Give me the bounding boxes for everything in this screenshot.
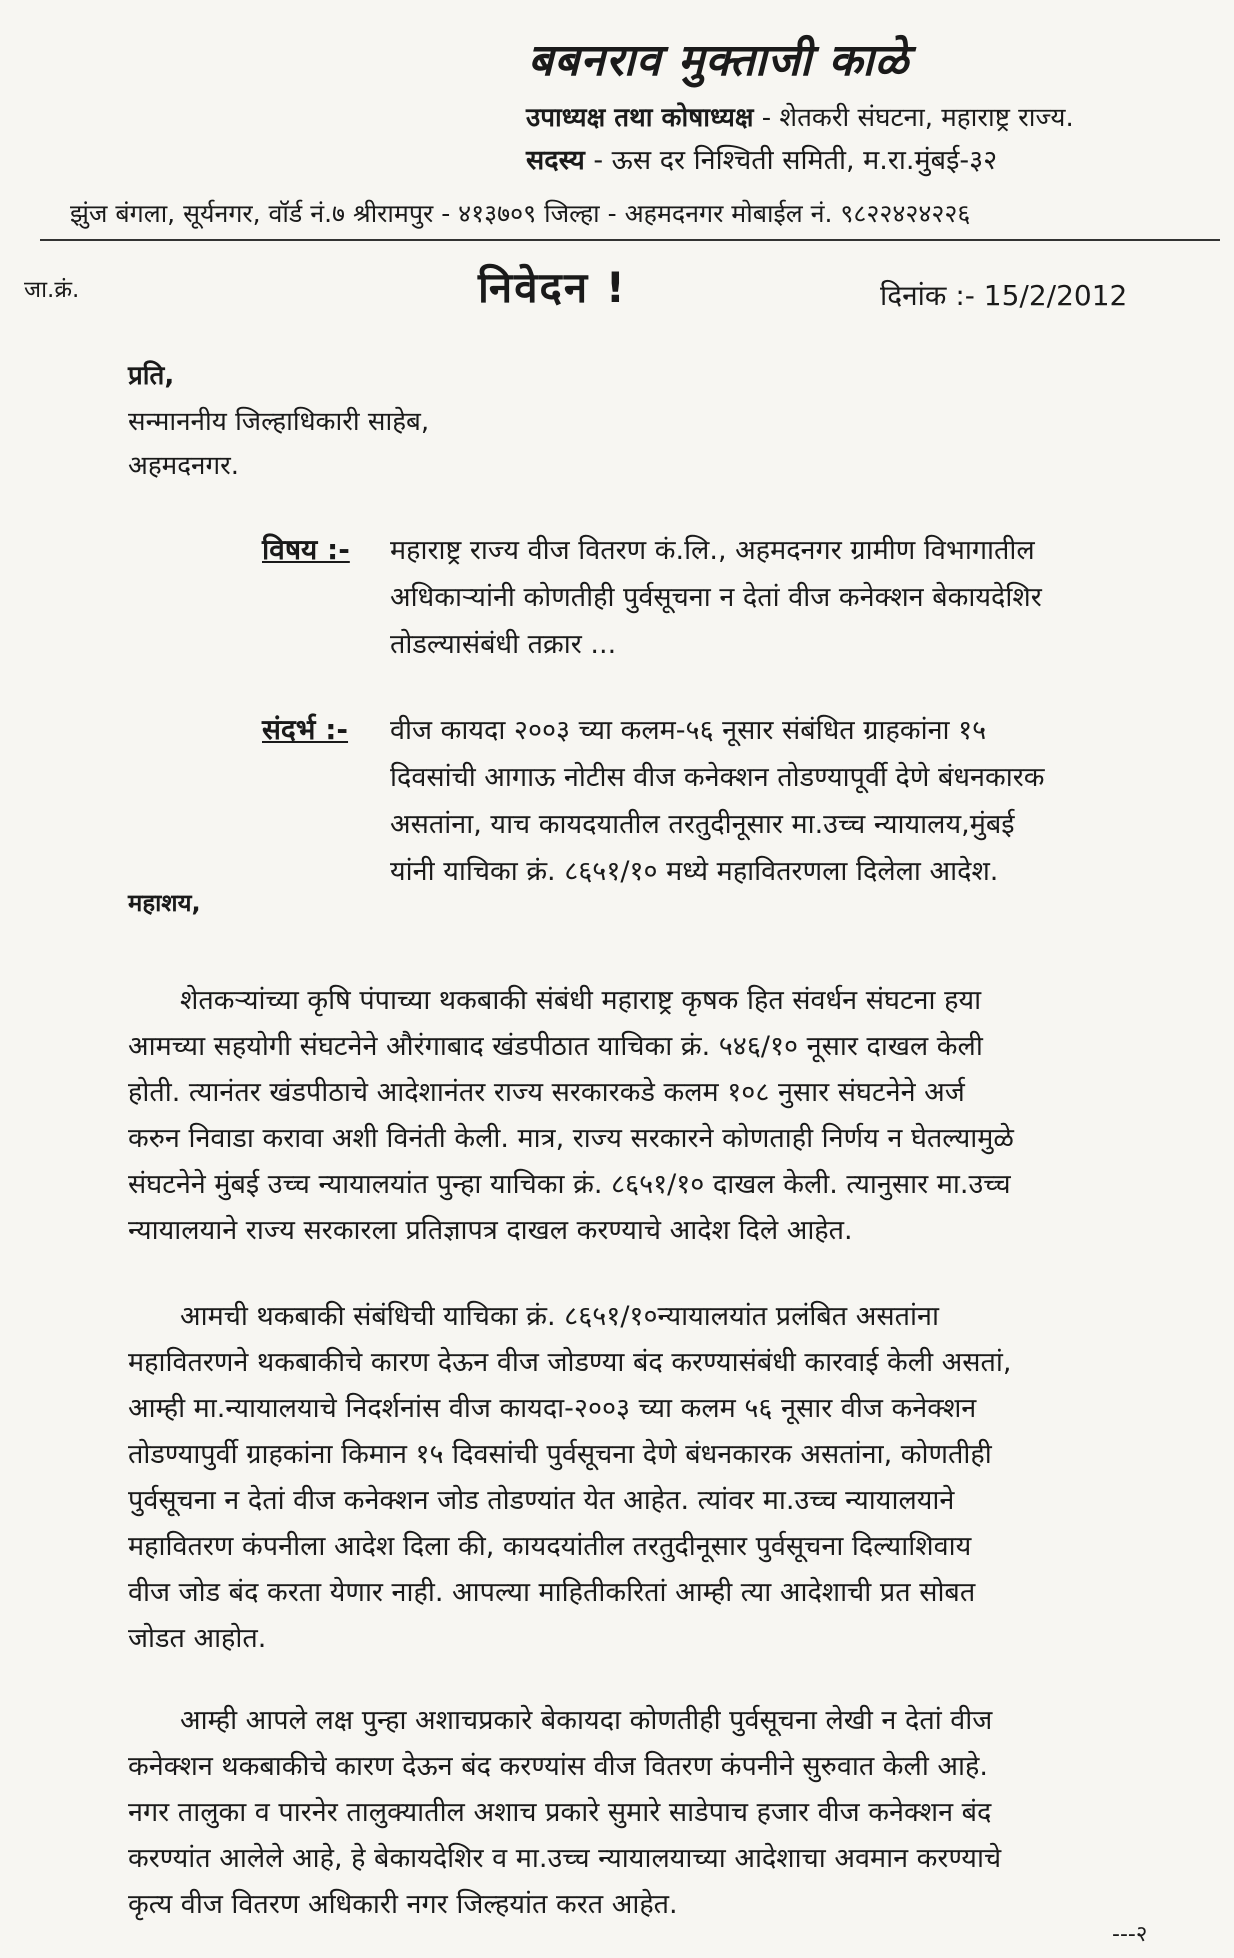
paragraph-line: करुन निवाडा करावा अशी विनंती केली. मात्र, राज्य सरकारने कोणताही निर्णय न घेतल्यामुळे bbox=[128, 1123, 1014, 1154]
paragraph-line: शेतकऱ्यांच्या कृषि पंपाच्या थकबाकी संबंधी महाराष्ट्र कृषक हित संवर्धन संघटना हया bbox=[180, 985, 982, 1016]
subject-line: तोडल्यासंबंधी तक्रार ... bbox=[390, 629, 617, 660]
sender-membership bbox=[526, 140, 997, 177]
subject-line: महाराष्ट्र राज्य वीज वितरण कं.लि., अहमदनगर ग्रामीण विभागातील bbox=[390, 535, 1035, 566]
salutation: महाशय, bbox=[128, 889, 201, 917]
paragraph-line: कनेक्शन थकबाकीचे कारण देऊन बंद करण्यांस वीज वितरण कंपनीने सुरुवात केली आहे. bbox=[128, 1751, 988, 1782]
recipient-prefix: प्रति, bbox=[128, 361, 175, 391]
paragraph-line: आम्ही मा.न्यायालयाचे निदर्शनांस वीज कायदा-२००३ च्या कलम ५६ नूसार वीज कनेक्शन bbox=[128, 1393, 977, 1424]
reference-number: जा.क्रं. bbox=[24, 277, 80, 303]
sender-designation bbox=[526, 98, 1074, 134]
reference-line: असतांना, याच कायदयातील तरतुदीनूसार मा.उच्च न्यायालय,मुंबई bbox=[390, 809, 1015, 840]
member-label: सदस्य bbox=[526, 145, 585, 176]
page-continuation-marker: ---२ bbox=[1112, 1922, 1148, 1947]
paragraph-line: महावितरण कंपनीला आदेश दिला की, कायदयांतील तरतुदीनूसार पुर्वसूचना दिल्याशिवाय bbox=[128, 1531, 972, 1562]
paragraph-line: जोडत आहोत. bbox=[128, 1623, 267, 1654]
paragraph-line: महावितरणने थकबाकीचे कारण देऊन वीज जोडण्या बंद करण्यासंबंधी कारवाई केली असतां, bbox=[128, 1347, 1012, 1378]
reference-line: यांनी याचिका क्रं. ८६५१/१० मध्ये महावितरणला दिलेला आदेश. bbox=[390, 856, 999, 887]
paragraph-line: आमच्या सहयोगी संघटनेने औरंगाबाद खंडपीठात याचिका क्रं. ५४६/१० नूसार दाखल केली bbox=[128, 1031, 983, 1062]
recipient-city: अहमदनगर. bbox=[128, 451, 239, 481]
recipient-title: सन्माननीय जिल्हाधिकारी साहेब, bbox=[128, 407, 430, 437]
letter-heading: निवेदन ! bbox=[478, 263, 627, 312]
paragraph-line: न्यायालयाने राज्य सरकारला प्रतिज्ञापत्र दाखल करण्याचे आदेश दिले आहेत. bbox=[128, 1215, 853, 1246]
reference-line: दिवसांची आगाऊ नोटीस वीज कनेक्शन तोडण्यापूर्वी देणे बंधनकारक bbox=[390, 762, 1045, 793]
letterhead-divider bbox=[40, 239, 1220, 241]
designation-text: - शेतकरी संघटना, महाराष्ट्र राज्य. bbox=[753, 103, 1074, 133]
sender-name: बबनराव मुक्ताजी काळे bbox=[528, 35, 910, 86]
paragraph-line: संघटनेने मुंबई उच्च न्यायालयांत पुन्हा याचिका क्रं. ८६५१/१० दाखल केली. त्यानुसार मा.उच्च bbox=[128, 1169, 1011, 1200]
reference-label: संदर्भ :- bbox=[262, 713, 349, 746]
subject-label: विषय :- bbox=[262, 533, 350, 566]
sender-address: झुंज बंगला, सूर्यनगर, वॉर्ड नं.७ श्रीरामपुर - ४१३७०९ जिल्हा - अहमदनगर मोबाईल नं. ९८२२४२४२२६ bbox=[70, 199, 971, 228]
paragraph-line: आम्ही आपले लक्ष पुन्हा अशाचप्रकारे बेकायदा कोणतीही पुर्वसूचना लेखी न देतां वीज bbox=[180, 1705, 993, 1736]
paragraph-line: होती. त्यानंतर खंडपीठाचे आदेशानंतर राज्य सरकारकडे कलम १०८ नुसार संघटनेने अर्ज bbox=[128, 1077, 965, 1108]
paragraph-line: करण्यांत आलेले आहे, हे बेकायदेशिर व मा.उच्च न्यायालयाच्या आदेशाचा अवमान करण्याचे bbox=[128, 1843, 1002, 1874]
subject-line: अधिकाऱ्यांनी कोणतीही पुर्वसूचना न देतां वीज कनेक्शन बेकायदेशिर bbox=[390, 582, 1042, 613]
paragraph-line: पुर्वसूचना न देतां वीज कनेक्शन जोड तोडण्यांत येत आहेत. त्यांवर मा.उच्च न्यायालयाने bbox=[128, 1485, 955, 1516]
letter-date: दिनांक :- 15/2/2012 bbox=[880, 279, 1128, 312]
member-text: - ऊस दर निश्चिती समिती, म.रा.मुंबई-३२ bbox=[584, 145, 998, 176]
designation-label: उपाध्यक्ष तथा कोषाध्यक्ष bbox=[526, 103, 754, 133]
paragraph-line: वीज जोड बंद करता येणार नाही. आपल्या माहितीकरितां आम्ही त्या आदेशाची प्रत सोबत bbox=[128, 1577, 976, 1608]
paragraph-line: नगर तालुका व पारनेर तालुक्यातील अशाच प्रकारे सुमारे साडेपाच हजार वीज कनेक्शन बंद bbox=[128, 1797, 992, 1828]
paragraph-line: कृत्य वीज वितरण अधिकारी नगर जिल्हयांत करत आहेत. bbox=[128, 1889, 678, 1920]
paragraph-line: आमची थकबाकी संबंधिची याचिका क्रं. ८६५१/१०न्यायालयांत प्रलंबित असतांना bbox=[180, 1301, 939, 1332]
paragraph-line: तोडण्यापुर्वी ग्राहकांना किमान १५ दिवसांची पुर्वसूचना देणे बंधनकारक असतांना, कोणतीही bbox=[128, 1439, 992, 1470]
reference-line: वीज कायदा २००३ च्या कलम-५६ नूसार संबंधित ग्राहकांना १५ bbox=[390, 715, 987, 746]
